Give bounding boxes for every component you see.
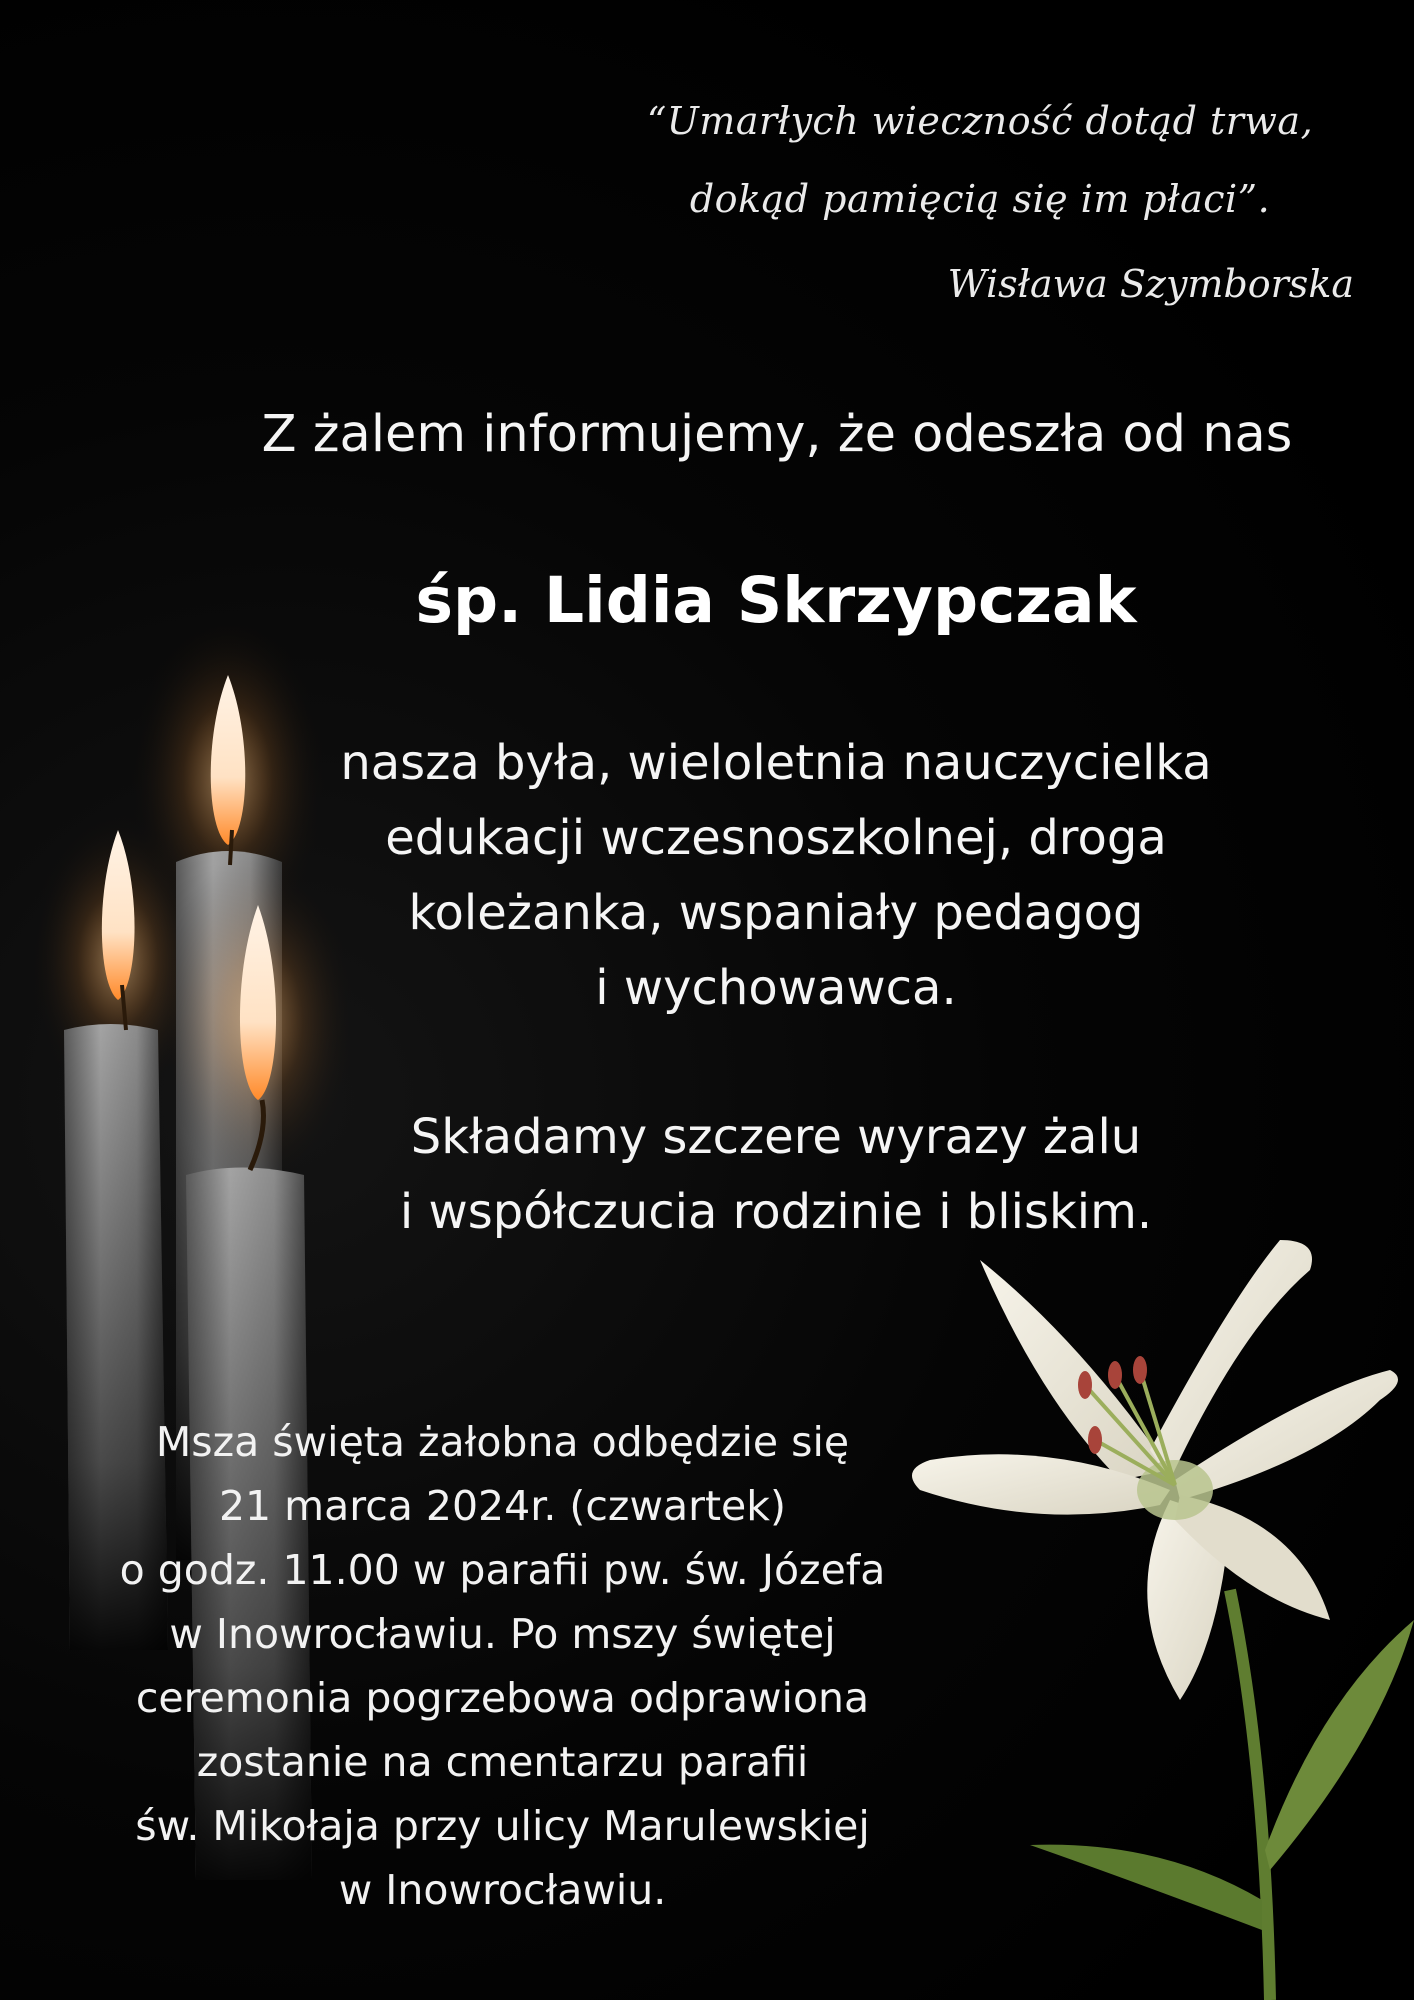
funeral-mass-info: Msza święta żałobna odbędzie się 21 marca 2024r. (czwartek) o godz. 11.00 w parafii pw. św. Józefa w Inowrocławiu. Po mszy świętej ceremonia pogrzebowa odprawiona zostanie na cmentarzu parafii św. Mikołaja przy ulicy Marulewskiej w Inowrocławiu. [119, 1418, 886, 1914]
condolences-text: Składamy szczere wyrazy żalu i współczucia rodzinie i bliskim. [399, 1109, 1153, 1240]
deceased-description: nasza była, wieloletnia nauczycielka edukacji wczesnoszkolnej, droga koleżanka, wspaniały pedagog i wychowawca. [340, 735, 1212, 1016]
quote-text [600, 82, 1360, 238]
quote-author: Wisława Szymborska [947, 262, 1354, 306]
announcement-intro: Z żalem informujemy, że odeszła od nas [261, 405, 1293, 464]
deceased-name: śp. Lidia Skrzypczak [415, 564, 1137, 637]
lily-flower-illustration [912, 1240, 1414, 2000]
quote-body: “Umarłych wieczność dotąd trwa, dokąd pamięcią się im płaci”. [646, 99, 1314, 221]
